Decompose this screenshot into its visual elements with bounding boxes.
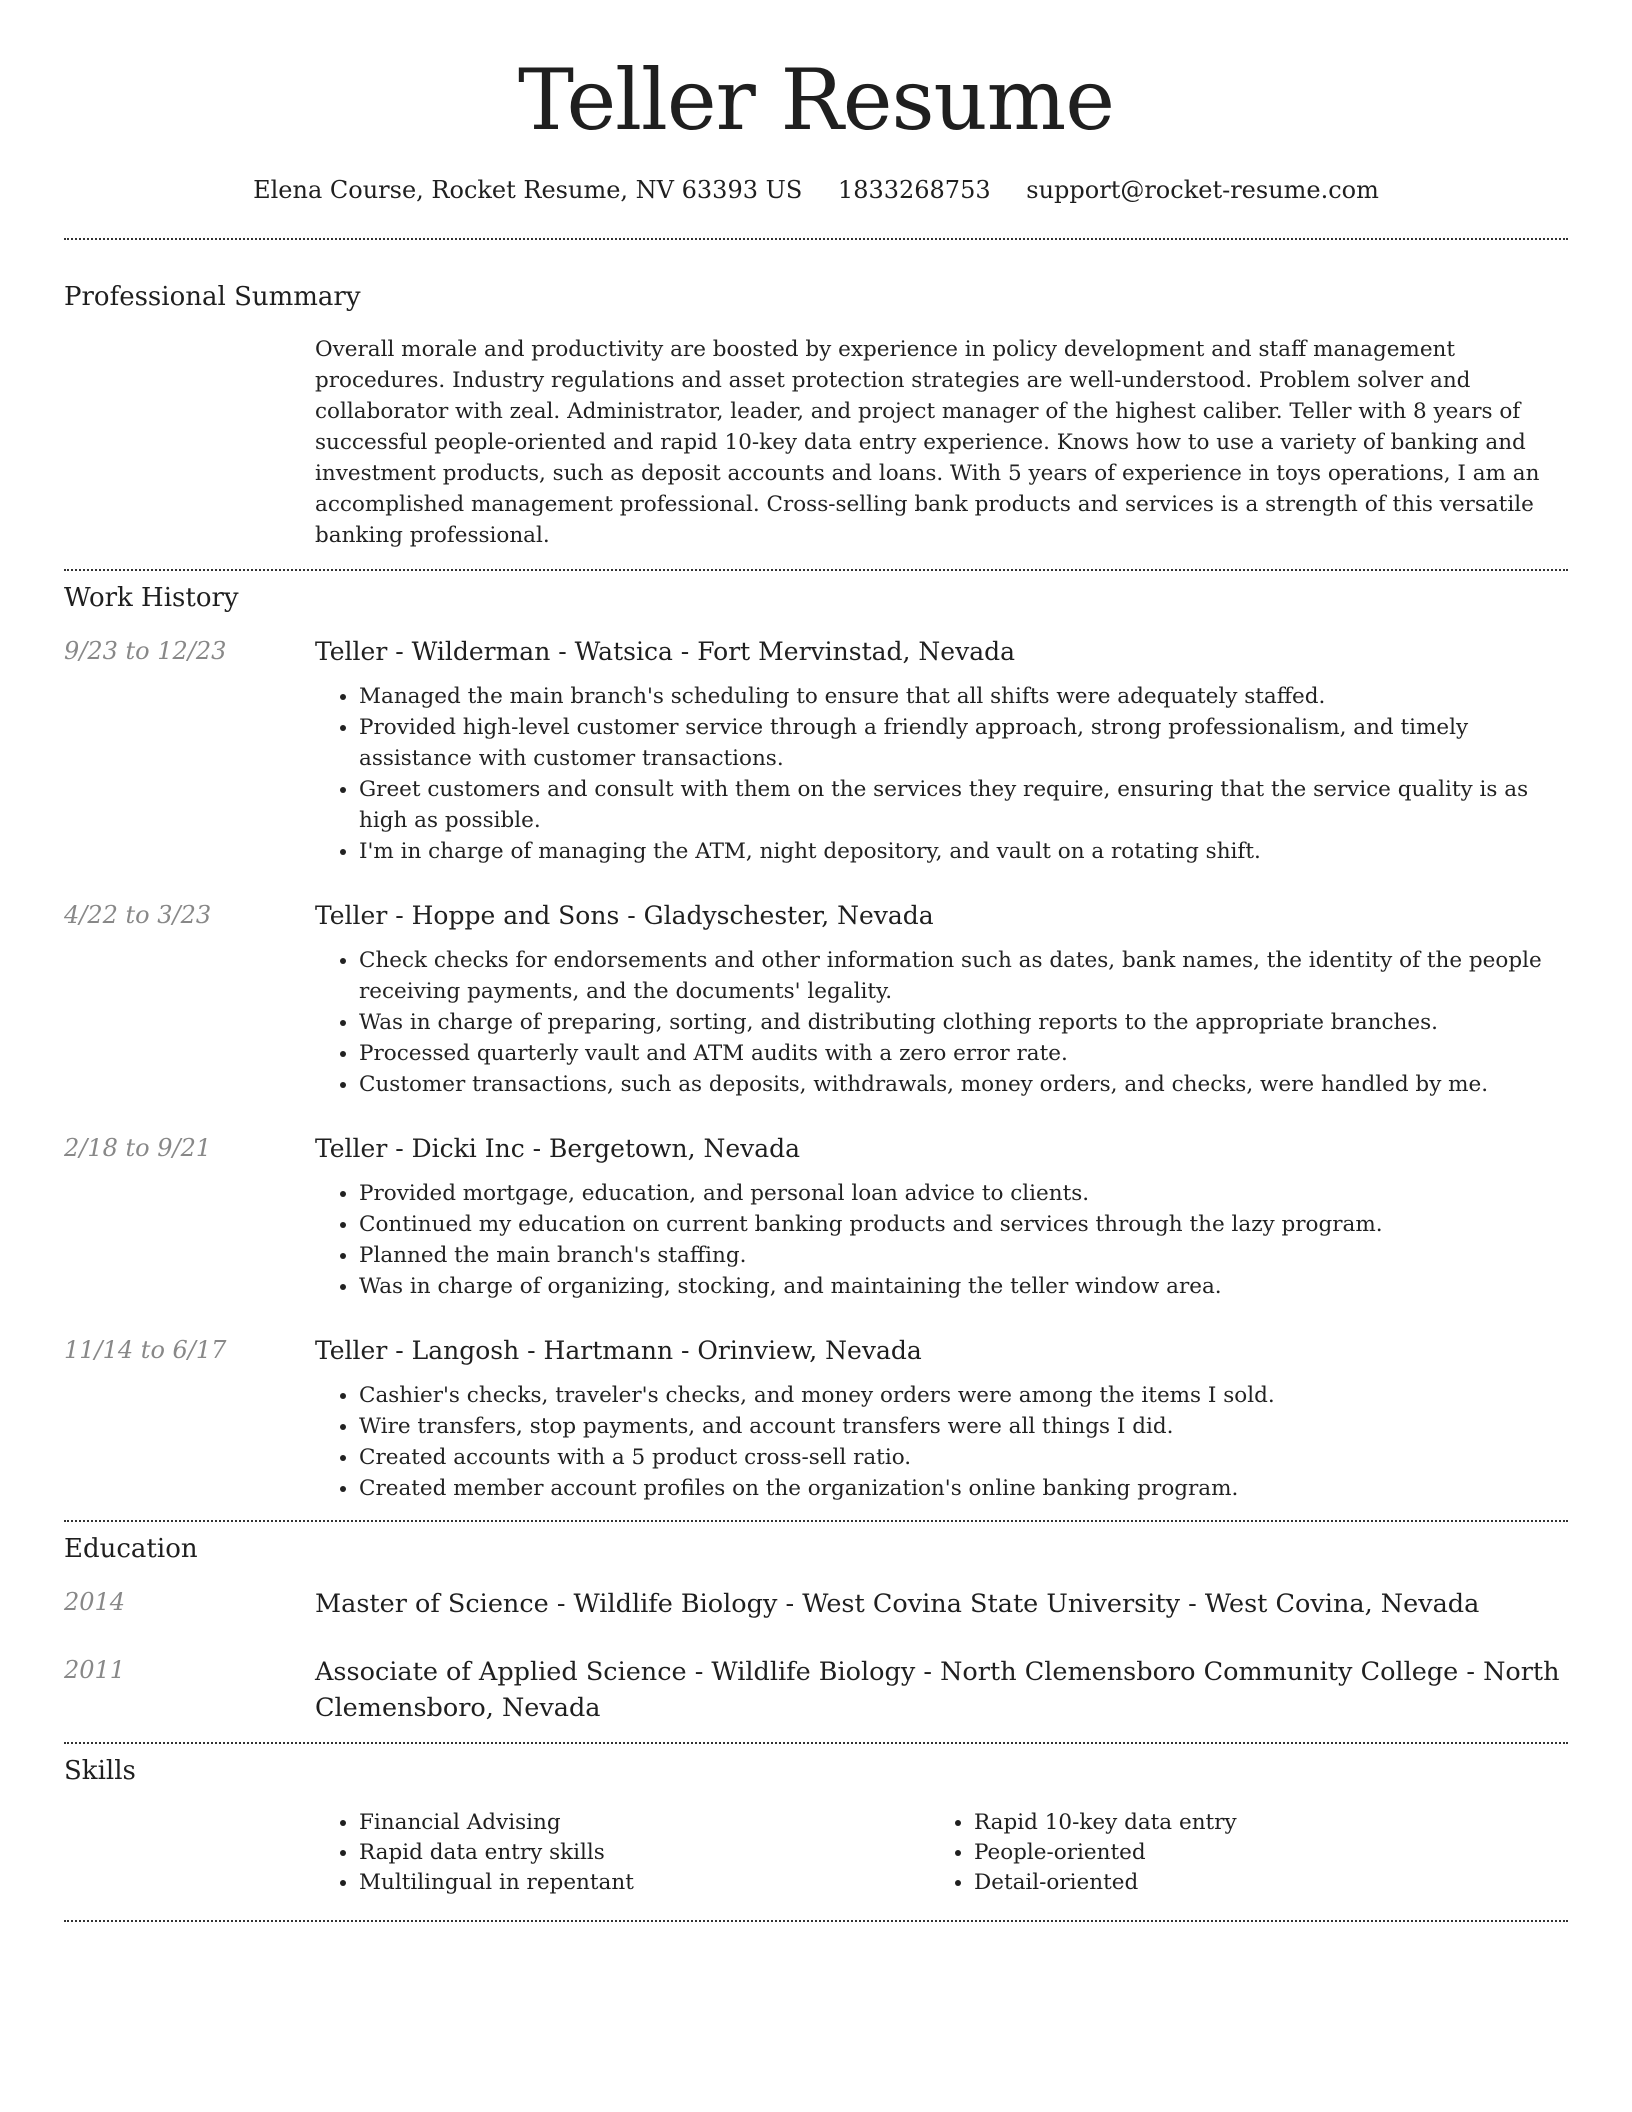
job-bullet: • Cashier's checks, traveler's checks, and money orders were among the items I sold.	[359, 1380, 1568, 1411]
education-year: 2014	[64, 1588, 126, 1616]
job-bullet: • Was in charge of organizing, stocking, and maintaining the teller window area.	[359, 1271, 1568, 1302]
skills-list	[315, 1808, 1568, 1898]
divider	[64, 1742, 1568, 1744]
skill-item: • Rapid data entry skills	[359, 1838, 930, 1868]
job-heading: Teller - Langosh - Hartmann - Orinview, Nevada	[315, 1336, 922, 1365]
education-year: 2011	[64, 1656, 126, 1684]
education-degree: Associate of Applied Science - Wildlife Biology	[315, 1657, 916, 1687]
contact-line	[64, 176, 1568, 204]
job-dates: 4/22 to 3/23	[64, 901, 212, 929]
education-entry	[64, 1586, 1568, 1622]
skill-item: • Rapid 10-key data entry	[974, 1808, 1237, 1838]
job-bullet: • Was in charge of preparing, sorting, and distributing clothing reports to the appropriate branches.	[359, 1007, 1568, 1038]
skills-column-right	[930, 1808, 1237, 1898]
skill-item: • Detail-oriented	[974, 1868, 1237, 1898]
divider	[64, 569, 1568, 571]
job-bullet: • Continued my education on current banking products and services through the lazy program.	[359, 1209, 1568, 1240]
education-school: - West Covina State University - West Covina, Nevada	[777, 1589, 1480, 1619]
job-bullets	[315, 681, 1568, 867]
job-bullet: • Created accounts with a 5 product cross-sell ratio.	[359, 1442, 1568, 1473]
job-bullet: • Created member account profiles on the organization's online banking program.	[359, 1473, 1568, 1504]
contact-email: support@rocket-resume.com	[1026, 176, 1379, 204]
job-bullet: • Managed the main branch's scheduling to ensure that all shifts were adequately staffed.	[359, 681, 1568, 712]
education-entry	[64, 1654, 1568, 1726]
summary-section-title: Professional Summary	[64, 282, 361, 312]
education-heading	[315, 1586, 1568, 1622]
job-heading: Teller - Dicki Inc - Bergetown, Nevada	[315, 1134, 801, 1163]
job-entry	[64, 899, 1568, 1100]
job-bullet: • Planned the main branch's staffing.	[359, 1240, 1568, 1271]
job-bullet: • Provided mortgage, education, and personal loan advice to clients.	[359, 1178, 1568, 1209]
skill-item: • People-oriented	[974, 1838, 1237, 1868]
job-bullet: • I'm in charge of managing the ATM, night depository, and vault on a rotating shift.	[359, 836, 1568, 867]
job-dates: 2/18 to 9/21	[64, 1134, 212, 1162]
contact-phone: 1833268753	[837, 176, 991, 204]
job-bullets	[315, 1380, 1568, 1504]
job-heading: Teller - Wilderman - Watsica - Fort Mervinstad, Nevada	[315, 637, 1016, 666]
contact-address: Elena Course, Rocket Resume, NV 63393 US	[253, 176, 803, 204]
job-entry	[64, 635, 1568, 867]
divider	[64, 1520, 1568, 1522]
skill-item: • Multilingual in repentant	[359, 1868, 930, 1898]
job-bullet: • Check checks for endorsements and other information such as dates, bank names, the identity of the people receiving payments, and the documents' legality.	[359, 945, 1568, 1007]
job-entry	[64, 1334, 1568, 1504]
skills-section-title: Skills	[64, 1756, 136, 1786]
job-entry	[64, 1132, 1568, 1302]
job-dates: 11/14 to 6/17	[64, 1336, 227, 1364]
resume-title: Teller Resume	[517, 51, 1115, 149]
divider	[64, 1920, 1568, 1922]
work-section-title: Work History	[64, 583, 239, 613]
skill-item: • Financial Advising	[359, 1808, 930, 1838]
job-bullets	[315, 945, 1568, 1100]
education-section-title: Education	[64, 1534, 198, 1564]
job-bullet: • Processed quarterly vault and ATM audits with a zero error rate.	[359, 1038, 1568, 1069]
divider	[64, 238, 1568, 240]
skills-column-left	[315, 1808, 930, 1898]
job-bullets	[315, 1178, 1568, 1302]
education-heading	[315, 1654, 1568, 1726]
summary-text: Overall morale and productivity are boosted by experience in policy development and staff management procedures. Industry regulations and asset protection strategies are well-understood. Problem solver and collaborator with zeal. Administrator, leader, and project manager of the highest caliber. Teller with 8 years of successful people-oriented and rapid 10-key data entry experience. Knows how to use a variety of banking and investment products, such as deposit accounts and loans. With 5 years of experience in toys operations, I am an accomplished management professional. Cross-selling bank products and services is a strength of this versatile banking professional.	[315, 337, 1540, 548]
job-dates: 9/23 to 12/23	[64, 637, 227, 665]
education-degree: Master of Science - Wildlife Biology	[315, 1589, 778, 1619]
job-bullet: • Greet customers and consult with them on the services they require, ensuring that the service quality is as high as possible.	[359, 774, 1568, 836]
job-bullet: • Customer transactions, such as deposits, withdrawals, money orders, and checks, were handled by me.	[359, 1069, 1568, 1100]
education-school: - North Clemensboro Community College - North Clemensboro, Nevada	[315, 1657, 1560, 1723]
job-bullet: • Provided high-level customer service through a friendly approach, strong professionalism, and timely assistance with customer transactions.	[359, 712, 1568, 774]
job-bullet: • Wire transfers, stop payments, and account transfers were all things I did.	[359, 1411, 1568, 1442]
job-heading: Teller - Hoppe and Sons - Gladyschester, Nevada	[315, 901, 934, 930]
